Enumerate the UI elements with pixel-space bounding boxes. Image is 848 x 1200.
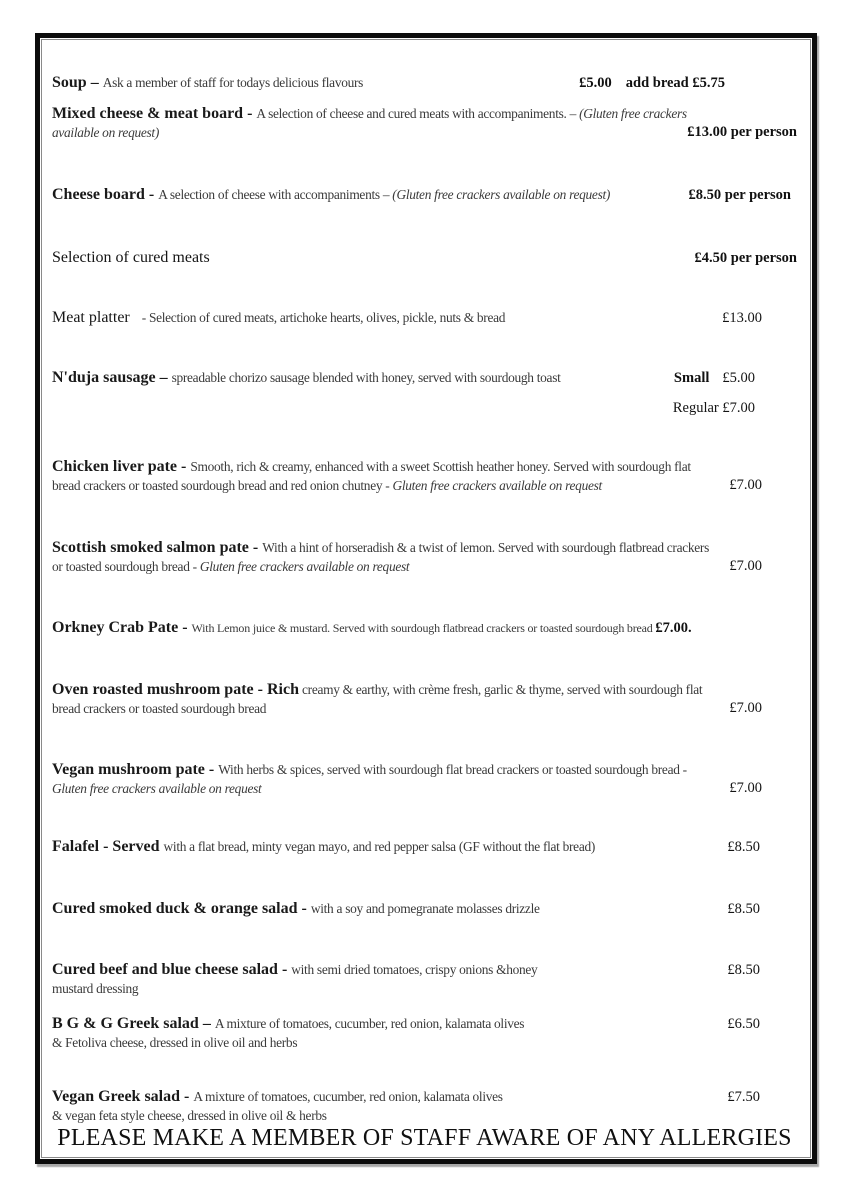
item-price-block — [729, 475, 762, 495]
item-price-block — [689, 185, 791, 205]
menu-item-cheese-board — [52, 185, 797, 204]
item-text-block — [52, 960, 797, 998]
item-price: Regular £7.00 — [672, 400, 755, 416]
allergy-notice: PLEASE MAKE A MEMBER OF STAFF AWARE OF ANY ALLERGIES — [57, 1125, 792, 1151]
item-price: £7.00 — [729, 558, 762, 574]
item-price-block — [727, 960, 760, 980]
item-name: Cured beef and blue cheese salad - — [52, 961, 292, 978]
item-desc: bread crackers or toasted sourdough bread and red onion chutney - — [52, 478, 393, 493]
item-text-block — [52, 1087, 797, 1125]
item-desc: & Fetoliva cheese, dressed in olive oil and herbs — [52, 1035, 298, 1050]
item-desc: With Lemon juice & mustard. Served with sourdough flatbread crackers or toasted sourdough bread — [191, 621, 656, 635]
item-price: £4.50 per person — [694, 250, 797, 266]
menu-item-soup — [52, 73, 797, 92]
item-price: £8.50 — [727, 962, 760, 978]
item-text-block — [52, 1014, 797, 1052]
item-name: Scottish smoked salmon pate - — [52, 539, 263, 556]
menu-line — [52, 457, 797, 476]
menu-item-selection-of-cured-meats — [52, 248, 797, 267]
item-desc: or toasted sourdough bread - — [52, 559, 200, 574]
menu-line — [695, 248, 797, 268]
item-name: Selection of cured meats — [52, 249, 210, 266]
item-price: add bread £5.75 — [625, 75, 725, 91]
menu-line — [52, 960, 797, 979]
menu-line — [52, 476, 797, 495]
item-text-block — [52, 248, 797, 267]
menu-line — [729, 556, 762, 576]
item-price-block — [729, 556, 762, 576]
menu-item-scottish-smoked-salmon-pate — [52, 538, 797, 576]
item-price-block — [727, 1087, 760, 1107]
item-desc: - Selection of cured meats, artichoke hearts, olives, pickle, nuts & bread — [141, 310, 506, 325]
menu-line — [52, 618, 797, 638]
item-desc: & vegan feta style cheese, dressed in olive oil & herbs — [52, 1108, 327, 1123]
item-name: B G & G Greek salad – — [52, 1015, 215, 1032]
item-name: N'duja sausage – — [52, 369, 172, 386]
menu-line — [52, 104, 797, 123]
item-text-block — [52, 680, 797, 718]
item-text-block — [52, 618, 797, 638]
menu-line — [52, 248, 797, 267]
menu-line — [52, 185, 797, 204]
item-desc: A mixture of tomatoes, cucumber, red onion, kalamata olives — [214, 1016, 525, 1031]
menu-line — [52, 1087, 797, 1106]
menu-line — [673, 398, 755, 418]
item-price: £7.00 — [729, 700, 762, 716]
menu-line — [689, 185, 791, 205]
item-name: Chicken liver pate - — [52, 458, 191, 475]
menu-line — [729, 698, 762, 718]
menu-item-bgg-greek-salad — [52, 1014, 797, 1052]
item-price-block — [729, 698, 762, 718]
item-desc: with a soy and pomegranate molasses drizzle — [310, 901, 540, 916]
item-desc: bread crackers or toasted sourdough bread — [52, 701, 267, 716]
item-desc: With a hint of horseradish & a twist of lemon. Served with sourdough flatbread crackers — [262, 540, 709, 555]
menu-line — [727, 837, 760, 857]
item-price: £7.00. — [655, 620, 692, 636]
item-text-block — [52, 760, 797, 798]
menu-item-oven-roasted-mushroom-pate — [52, 680, 797, 718]
item-price-block — [579, 73, 725, 93]
menu-item-vegan-greek-salad — [52, 1087, 797, 1125]
item-desc: A mixture of tomatoes, cucumber, red onion, kalamata olives — [193, 1089, 503, 1104]
item-price-block — [727, 837, 760, 857]
item-desc-italic: Gluten free crackers available on request — [392, 478, 602, 493]
item-desc-italic: Gluten free crackers available on request — [199, 559, 410, 574]
item-name: Cured smoked duck & orange salad - — [52, 900, 311, 917]
menu-line — [52, 699, 797, 718]
item-price-block — [687, 122, 797, 142]
menu-line — [52, 308, 797, 327]
menu-line — [727, 960, 760, 980]
menu-line — [729, 778, 762, 798]
item-name: Meat platter — [52, 309, 130, 326]
item-price-block — [727, 899, 760, 919]
item-price-block — [673, 368, 755, 418]
item-desc: with semi dried tomatoes, crispy onions &honey — [291, 962, 538, 977]
menu-items — [52, 73, 797, 1125]
item-name: Soup – — [52, 74, 103, 91]
item-price: £13.00 — [722, 310, 762, 326]
item-text-block — [52, 308, 797, 327]
item-desc: With herbs & spices, served with sourdough flat bread crackers or toasted sourdough bread - — [218, 762, 687, 777]
menu-line — [52, 1033, 797, 1052]
item-price: £7.50 — [727, 1089, 760, 1105]
item-name: Oven roasted mushroom pate - Rich — [52, 681, 299, 698]
menu-item-mixed-cheese-meat-board — [52, 104, 797, 142]
item-price-block — [722, 308, 762, 328]
menu-line — [579, 73, 725, 93]
item-text-block — [52, 538, 797, 576]
item-text-block — [52, 837, 797, 856]
menu-line — [52, 1014, 797, 1033]
item-text-block — [52, 899, 797, 918]
menu-item-chicken-liver-pate — [52, 457, 797, 495]
item-desc: mustard dressing — [52, 981, 139, 996]
menu-line — [52, 837, 797, 856]
menu-item-orkney-crab-pate — [52, 618, 797, 638]
item-price: £8.50 — [727, 901, 760, 917]
menu-line — [52, 779, 797, 798]
item-name: Vegan mushroom pate - — [52, 761, 219, 778]
item-price: £7.00 — [729, 780, 762, 796]
menu-line — [52, 680, 797, 699]
item-desc: A selection of cheese with accompaniments – — [158, 187, 393, 202]
menu-line — [52, 557, 797, 576]
item-desc-italic: available on request) — [52, 125, 159, 140]
menu-item-cured-smoked-duck-orange-salad — [52, 899, 797, 918]
item-name: Orkney Crab Pate - — [52, 619, 192, 636]
menu-item-falafel — [52, 837, 797, 856]
menu-item-cured-beef-blue-cheese-salad — [52, 960, 797, 998]
item-name: Mixed cheese & meat board - — [52, 105, 257, 122]
menu-line — [673, 368, 755, 388]
item-price: £8.50 per person — [688, 187, 791, 203]
item-desc: with a flat bread, minty vegan mayo, and red pepper salsa (GF without the flat bread) — [163, 839, 596, 854]
menu-line — [52, 1106, 797, 1125]
menu-line — [727, 1014, 760, 1034]
item-desc: Smooth, rich & creamy, enhanced with a sweet Scottish heather honey. Served with sourdough flat — [190, 459, 691, 474]
menu-item-meat-platter — [52, 308, 797, 327]
item-price: £7.00 — [729, 477, 762, 493]
menu-line — [727, 899, 760, 919]
item-text-block — [52, 185, 797, 204]
item-price: £6.50 — [727, 1016, 760, 1032]
menu-line — [722, 308, 762, 328]
item-price-block — [695, 248, 797, 268]
menu-frame — [35, 33, 817, 1164]
menu-content — [42, 40, 810, 1157]
menu-item-vegan-mushroom-pate — [52, 760, 797, 798]
item-desc: creamy & earthy, with crème fresh, garlic & thyme, served with sourdough flat — [298, 682, 703, 697]
item-desc: Ask a member of staff for todays delicious flavours — [102, 75, 364, 90]
item-desc: A selection of cheese and cured meats with accompaniments. – — [256, 106, 580, 121]
menu-line — [52, 979, 797, 998]
menu-line — [52, 538, 797, 557]
item-name: Cheese board - — [52, 186, 159, 203]
item-price: £8.50 — [727, 839, 760, 855]
item-desc: spreadable chorizo sausage blended with honey, served with sourdough toast — [171, 370, 561, 385]
item-price: Small — [673, 370, 710, 386]
menu-frame-inner-border — [41, 39, 811, 1158]
item-text-block — [52, 457, 797, 495]
item-desc-italic: (Gluten free crackers available on request) — [392, 187, 611, 202]
item-price: £5.00 — [579, 75, 612, 91]
item-name: Falafel - Served — [52, 838, 164, 855]
item-desc-italic: Gluten free crackers available on request — [52, 781, 262, 796]
item-price-block — [729, 778, 762, 798]
menu-line — [727, 1087, 760, 1107]
menu-item-nduja-sausage — [52, 368, 797, 416]
menu-line — [52, 123, 797, 142]
menu-line — [52, 899, 797, 918]
menu-line — [729, 475, 762, 495]
item-price-block — [727, 1014, 760, 1034]
menu-line — [687, 122, 797, 142]
item-price: £5.00 — [722, 370, 755, 386]
menu-line — [52, 760, 797, 779]
item-desc-italic: (Gluten free crackers — [579, 106, 687, 121]
item-name: Vegan Greek salad - — [52, 1088, 194, 1105]
item-price: £13.00 per person — [687, 124, 797, 140]
item-text-block — [52, 104, 797, 142]
